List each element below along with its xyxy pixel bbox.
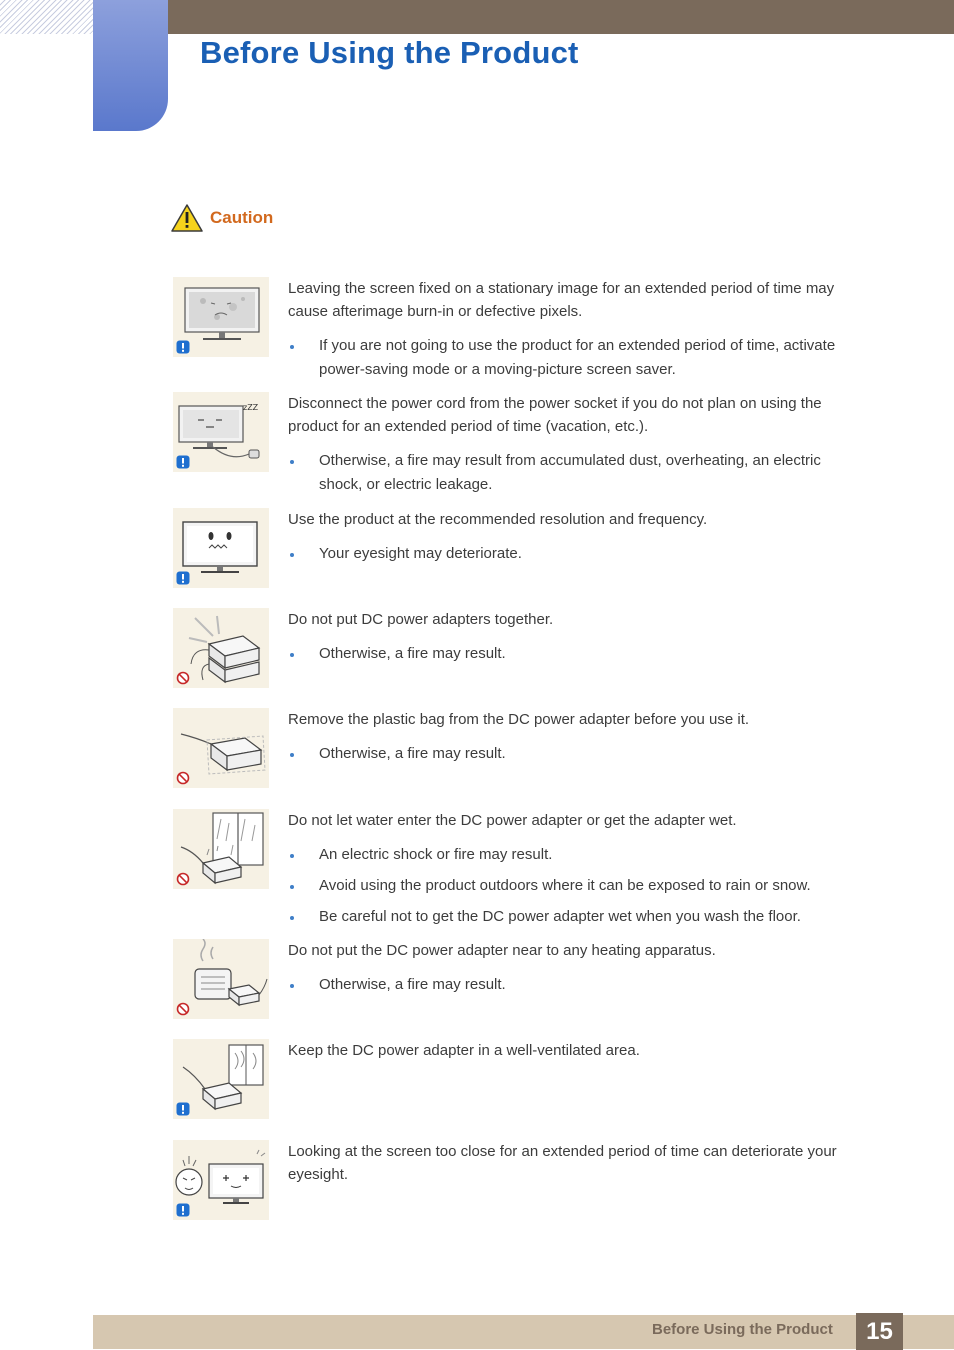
info-icon	[176, 340, 190, 354]
warning-triangle-icon	[171, 204, 203, 232]
info-icon	[176, 571, 190, 585]
bullet-item: Avoid using the product outdoors where it can be exposed to rain or snow.	[288, 874, 848, 898]
item-text: Do not let water enter the DC power adapter or get the adapter wet.	[288, 812, 737, 829]
item-text: Looking at the screen too close for an extended period of time can deteriorate your eyesight.	[288, 1143, 837, 1183]
illustration-adapter-bag	[173, 708, 269, 788]
chapter-tab	[93, 0, 168, 131]
bullet-item: Otherwise, a fire may result.	[288, 973, 848, 997]
item-text: Leaving the screen fixed on a stationary image for an extended period of time may cause afterimage burn-in or defective pixels.	[288, 280, 835, 320]
prohibited-icon	[176, 771, 190, 785]
illustration-burn-in	[173, 277, 269, 357]
item-bullets	[288, 542, 848, 566]
illustration-heater	[173, 939, 269, 1019]
illustration-stacked-adapters	[173, 608, 269, 688]
illustration-resolution	[173, 508, 269, 588]
page-number: 15	[856, 1313, 903, 1350]
caution-heading	[171, 204, 273, 232]
info-icon	[176, 1102, 190, 1116]
item-bullets	[288, 449, 848, 497]
item-text: Use the product at the recommended resolution and frequency.	[288, 511, 708, 528]
illustration-unplug	[173, 392, 269, 472]
footer-section-title: Before Using the Product	[652, 1321, 833, 1338]
header-hatch-pattern	[0, 0, 93, 34]
item-text: Disconnect the power cord from the power socket if you do not plan on using the product for an extended period of time (vacation, etc.).	[288, 395, 822, 435]
item-bullets	[288, 742, 848, 766]
illustration-too-close	[173, 1140, 269, 1220]
prohibited-icon	[176, 1002, 190, 1016]
item-text: Keep the DC power adapter in a well-ventilated area.	[288, 1042, 640, 1059]
illustration-ventilation	[173, 1039, 269, 1119]
bullet-item: If you are not going to use the product for an extended period of time, activate power-saving mode or a moving-picture screen saver.	[288, 334, 848, 382]
prohibited-icon	[176, 671, 190, 685]
prohibited-icon	[176, 872, 190, 886]
header-bar	[168, 0, 954, 34]
page-title: Before Using the Product	[200, 35, 579, 70]
item-text: Remove the plastic bag from the DC power adapter before you use it.	[288, 711, 750, 728]
bullet-item: Be careful not to get the DC power adapter wet when you wash the floor.	[288, 905, 848, 929]
bullet-item: An electric shock or fire may result.	[288, 843, 848, 867]
caution-label: Caution	[210, 208, 274, 227]
bullet-item: Your eyesight may deteriorate.	[288, 542, 848, 566]
item-text: Do not put the DC power adapter near to any heating apparatus.	[288, 942, 716, 959]
item-bullets	[288, 843, 848, 929]
svg-text:zZZ: zZZ	[243, 403, 259, 412]
bullet-item: Otherwise, a fire may result.	[288, 742, 848, 766]
item-bullets	[288, 334, 848, 382]
bullet-item: Otherwise, a fire may result.	[288, 642, 848, 666]
item-bullets	[288, 642, 848, 666]
item-bullets	[288, 973, 848, 997]
item-text: Do not put DC power adapters together.	[288, 611, 554, 628]
info-icon	[176, 455, 190, 469]
info-icon	[176, 1203, 190, 1217]
illustration-water	[173, 809, 269, 889]
bullet-item: Otherwise, a fire may result from accumulated dust, overheating, an electric shock, or electric leakage.	[288, 449, 848, 497]
